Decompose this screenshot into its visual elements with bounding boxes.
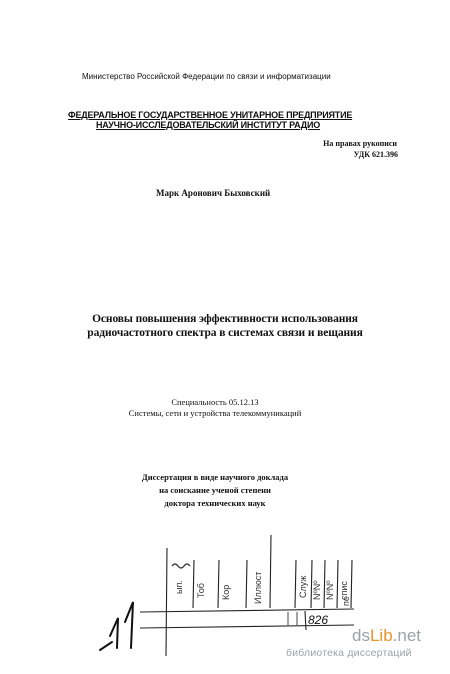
- manuscript-rights: На правах рукописи: [323, 139, 397, 148]
- organization-name-line1: ФЕДЕРАЛЬНОЕ ГОСУДАРСТВЕННОЕ УНИТАРНОЕ ПРЕДПРИЯТИЕ: [68, 110, 353, 120]
- title-line1: Основы повышения эффективности использования: [92, 313, 358, 325]
- stamp-col-label: NºNº: [312, 580, 322, 600]
- stamp-col-label: Иллюст: [253, 571, 263, 604]
- stamp-col-label: ып.: [174, 580, 184, 594]
- stamp-col-label: Кор: [221, 584, 231, 600]
- stamp-col-label: NºNº: [325, 580, 335, 600]
- stamp-col-label: спис: [339, 581, 349, 600]
- dissertation-type-line1: Диссертация в виде научного доклада: [141, 472, 289, 482]
- stamp-number: 826: [308, 613, 329, 627]
- stamp-col-label: пс: [341, 596, 351, 606]
- stamp-col-label: Служ: [298, 575, 308, 598]
- stamp-col-label: Тоб: [196, 583, 206, 598]
- organization-name-line2: НАУЧНО-ИССЛЕДОВАТЕЛЬСКИЙ ИНСТИТУТ РАДИО: [96, 120, 321, 130]
- logo-lib: Lib: [369, 626, 393, 645]
- title-line2: радиочастотного спектра в системах связи и вещания: [87, 327, 363, 339]
- logo-net: .net: [392, 626, 422, 645]
- dslib-logo: [352, 626, 421, 646]
- udk-code: УДК 621.396: [353, 150, 398, 159]
- logo-ds: ds: [352, 626, 370, 645]
- dissertation-type-line3: доктора технических наук: [164, 498, 266, 508]
- dissertation-type-line2: на соискание ученой степени: [159, 485, 271, 495]
- ministry-name: Министерство Российской Федерации по связи и информатизации: [82, 72, 331, 81]
- specialty-name: Системы, сети и устройства телекоммуникаций: [128, 408, 302, 418]
- watermark-subtitle: библиотека диссертаций: [286, 647, 412, 659]
- specialty-code: Специальность 05.12.13: [171, 397, 259, 407]
- author-name: Марк Аронович Быховский: [156, 188, 271, 198]
